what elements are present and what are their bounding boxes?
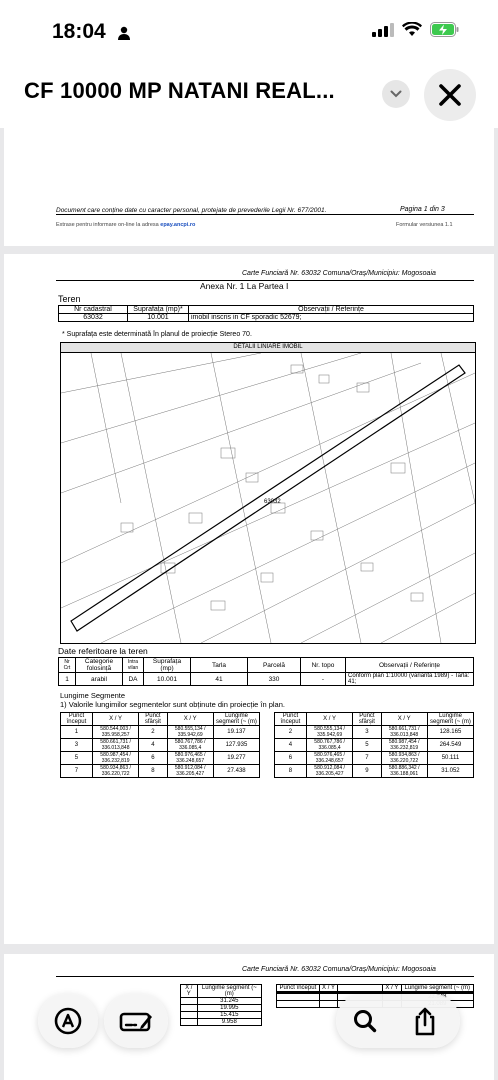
cell: 15.415 [197, 1012, 261, 1019]
cell: 580.661,731 / 336.013,848 [92, 739, 138, 752]
teren-note: * Suprafața este determinată în planul de proiecție Stereo 70. [62, 331, 252, 338]
cell: 9.958 [197, 1019, 261, 1026]
cell: 10.001 [128, 314, 189, 322]
page2-carte-funciara: Carte Funciară Nr. 63032 Comuna/Oraș/Municipiu: Mogosoaia [242, 270, 436, 277]
cell: 580.987,454 / 336.232,819 [381, 739, 427, 752]
page1-extract-link[interactable]: epay.ancpi.ro [160, 222, 196, 228]
cell: 580.767,786 / 336.085,4 [167, 739, 213, 752]
table-row [61, 726, 260, 739]
markup-button[interactable] [38, 994, 98, 1048]
teren-table [58, 305, 474, 322]
cell: 580.661,731 / 336.013,848 [381, 726, 427, 739]
cell: 8 [275, 765, 307, 778]
parcel-map-drawing [61, 353, 475, 643]
header-rule [56, 976, 474, 977]
cell: 580.555,134 / 335.942,69 [167, 726, 213, 739]
cell: 8 [139, 765, 167, 778]
status-bar [0, 0, 498, 62]
cell: 580.934,863 / 336.220,722 [92, 765, 138, 778]
anexa-title: Anexa Nr. 1 La Partea I [200, 281, 289, 291]
cell: 19.137 [213, 726, 259, 739]
cell: 580.544,003 / 335.958,257 [92, 726, 138, 739]
header-cell: X / Y [383, 985, 401, 992]
cell: 6 [275, 752, 307, 765]
cell: 128.165 [427, 726, 473, 739]
header-cell: Punct sfârșit [139, 713, 167, 726]
cell: 31.052 [427, 765, 473, 778]
table-row [181, 1019, 262, 1026]
markup-pen-icon [38, 994, 98, 1048]
cell: 50.111 [427, 752, 473, 765]
header-cell: Lungime segment (~ (m) [401, 985, 473, 992]
document-viewer[interactable] [0, 128, 498, 1080]
cell: 2 [139, 726, 167, 739]
table-row [59, 673, 474, 686]
segments-heading: Lungime Segmente [60, 691, 126, 700]
cell: 5 [61, 752, 93, 765]
header-cell: Punct sfârșit [353, 713, 381, 726]
table-header-row [59, 658, 474, 673]
cell: 580.767,786 / 336.085,4 [306, 739, 352, 752]
header-cell: Tarla [191, 658, 248, 673]
table-row [275, 752, 474, 765]
header-cell: X / Y [381, 713, 427, 726]
cell: 2 [275, 726, 307, 739]
header-cell: X / Y [167, 713, 213, 726]
cell: 6 [139, 752, 167, 765]
cell: 4 [139, 739, 167, 752]
header-cell: Punct început [61, 713, 93, 726]
table-row [275, 726, 474, 739]
table-row [181, 1012, 262, 1019]
parcel-label: 63032 [264, 499, 281, 505]
close-button[interactable] [424, 69, 476, 121]
page1-extract-note: Extrase pentru informare on-line la adresa [56, 222, 159, 228]
cell: DA [123, 673, 144, 686]
cell: - [301, 673, 346, 686]
close-icon [439, 84, 461, 106]
battery-charging-icon [430, 22, 460, 37]
cell: 330 [248, 673, 301, 686]
date-referitoare-heading: Date referitoare la teren [58, 646, 148, 656]
cell: 1 [59, 673, 76, 686]
header-cell: Nr Crt [59, 658, 76, 673]
header-cell: Observații / Referințe [189, 306, 474, 314]
header-cell: X / Y [319, 985, 337, 992]
table-header-row [61, 713, 260, 726]
search-icon [352, 1008, 378, 1034]
referinte-table [58, 657, 474, 686]
cell: 19.277 [213, 752, 259, 765]
cell: Conform plan 1:10000 (varianta 1989) - Tarla: 41; [346, 673, 474, 686]
cell: 580.976,465 / 336.248,657 [167, 752, 213, 765]
cell: 1 [61, 726, 93, 739]
page1-page-number: Pagina 1 din 3 [400, 206, 445, 213]
page3-carte-funciara: Carte Funciară Nr. 63032 Comuna/Oraș/Municipiu: Mogosoaia [242, 966, 436, 973]
cell: 31.245 [197, 998, 261, 1005]
segments-right-body [275, 726, 474, 778]
cell: 9 [353, 765, 381, 778]
header-cell: Punct început [277, 985, 320, 992]
header-cell: Observații / Referințe [346, 658, 474, 673]
title-menu-button[interactable] [382, 80, 410, 108]
header-cell: Parcelă [248, 658, 301, 673]
signature-icon [104, 994, 168, 1048]
table-row [59, 314, 474, 322]
cell: 3 [353, 726, 381, 739]
table-row [275, 765, 474, 778]
cell: 580.912,084 / 336.205,427 [306, 765, 352, 778]
footer-rule [56, 214, 474, 215]
header-cell: Suprafața (mp) [144, 658, 191, 673]
cell: 10.001 [144, 673, 191, 686]
header-cell: X / Y [181, 985, 198, 998]
cell: 7 [61, 765, 93, 778]
actions-group [336, 994, 460, 1048]
cell: 7 [353, 752, 381, 765]
header-cell: X / Y [92, 713, 138, 726]
status-time: 18:04 [52, 20, 106, 43]
segments-table-left [60, 712, 260, 778]
table-header-row [277, 985, 474, 992]
segments-table-right [274, 712, 474, 778]
table-row [181, 1005, 262, 1012]
cell: arabil [76, 673, 123, 686]
header-cell: X / Y [306, 713, 352, 726]
table-row [181, 998, 262, 1005]
cell: 19.995 [197, 1005, 261, 1012]
cell: 41 [191, 673, 248, 686]
table-row [275, 739, 474, 752]
segments-left-body [61, 726, 260, 778]
cell: 63032 [59, 314, 128, 322]
header-cell: Nr cadastral [59, 306, 128, 314]
cell: 3 [61, 739, 93, 752]
segments-note: 1) Valorile lungimilor segmentelor sunt obținute din proiecție în plan. [60, 700, 285, 709]
teren-heading: Teren [58, 294, 81, 304]
share-button[interactable] [394, 994, 456, 1048]
page-1 [4, 128, 494, 246]
cell: 580.912,084 / 336.205,427 [167, 765, 213, 778]
page1-form-version: Formular versiunea 1.1 [396, 222, 453, 228]
table-header-row [181, 985, 262, 998]
wifi-icon [402, 22, 422, 37]
cell: 127.935 [213, 739, 259, 752]
page-2 [4, 254, 494, 944]
person-icon [117, 26, 131, 40]
cell: 264.549 [427, 739, 473, 752]
sign-button[interactable] [104, 994, 168, 1048]
table-header-row [59, 306, 474, 314]
document-title: CF 10000 MP NATANI REAL... [24, 78, 335, 103]
cadastral-map[interactable] [60, 342, 476, 644]
cell: 580.934,863 / 336.220,722 [381, 752, 427, 765]
cell: 5 [353, 739, 381, 752]
cell: 580.886,342 / 336.188,061 [381, 765, 427, 778]
table-row [61, 752, 260, 765]
cell: 27.438 [213, 765, 259, 778]
map-title: DETALII LINIARE IMOBIL [61, 343, 475, 353]
header-cell: Nr. topo [301, 658, 346, 673]
header-cell: Suprafața (mp)* [128, 306, 189, 314]
cell: 4 [275, 739, 307, 752]
header-cell: Punct început [275, 713, 307, 726]
page1-footer-legal: Document care conține date cu caracter personal, protejate de prevederile Legii Nr. 677/2001. [56, 207, 327, 214]
header-cell: Lungime segment (~ (m) [427, 713, 473, 726]
cellular-signal-icon [372, 23, 394, 37]
cell: 580.555,134 / 335.942,69 [306, 726, 352, 739]
header-cell: Intra vilan [123, 658, 144, 673]
header-cell: Lungime segment (~ (m) [213, 713, 259, 726]
cell: imobil inscris in CF sporadic 52679; [189, 314, 474, 322]
table-row [61, 739, 260, 752]
header-cell: Lungime segment (~ (m) [197, 985, 261, 998]
table-row [61, 765, 260, 778]
search-button[interactable] [336, 994, 394, 1048]
table-header-row [275, 713, 474, 726]
share-icon [413, 1006, 437, 1036]
header-cell: Categorie folosință [76, 658, 123, 673]
cell: 580.987,454 / 336.232,819 [92, 752, 138, 765]
cell: 580.976,465 / 336.248,657 [306, 752, 352, 765]
chevron-down-icon [390, 90, 402, 98]
page3-segments-left [180, 984, 262, 1026]
